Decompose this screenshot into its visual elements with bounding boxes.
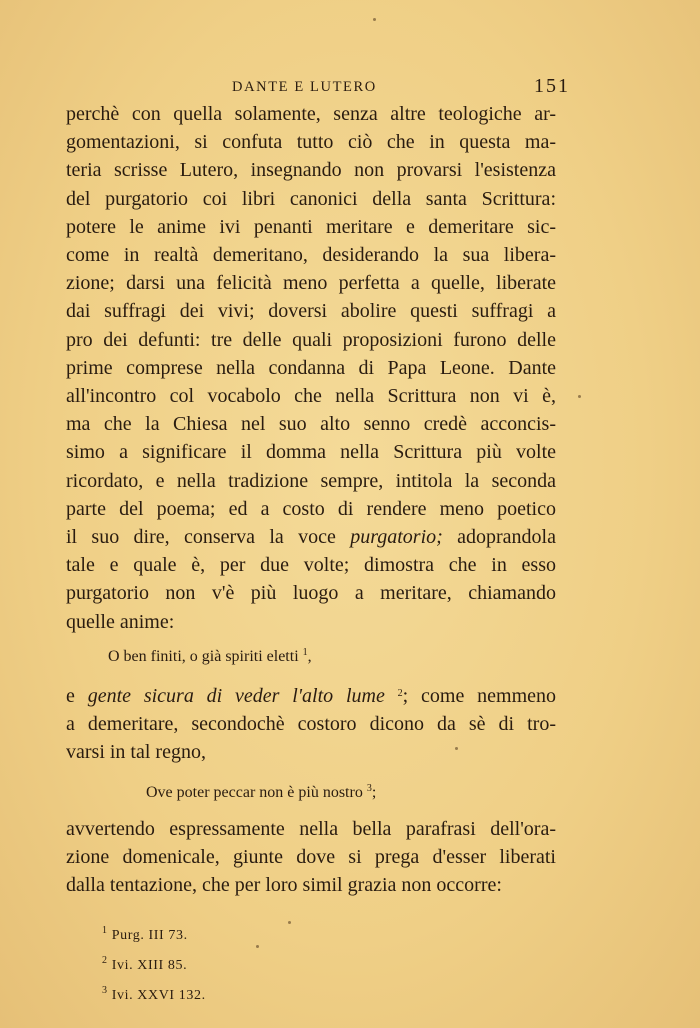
text-line: purgatorio non v'è più luogo a meritare, chiamando bbox=[66, 582, 556, 605]
punctuation: ; bbox=[371, 784, 377, 801]
footnote bbox=[102, 948, 206, 978]
text-line: ricordato, e nella tradizione sempre, intitola la seconda bbox=[66, 469, 556, 492]
text-line: zione; darsi una felicità meno perfetta a quelle, liberate bbox=[66, 272, 556, 295]
paper-speck bbox=[256, 945, 259, 948]
text-line: zione domenicale, giunte dove si prega d'esser liberati bbox=[66, 846, 556, 869]
verse-quote-2 bbox=[146, 779, 376, 803]
verse-text: Ove poter peccar non è più nostro bbox=[146, 784, 363, 801]
text-line: potere le anime ivi penanti meritare e demeritare sic- bbox=[66, 215, 556, 238]
footnote-ref: 2 bbox=[397, 688, 403, 699]
paragraph-3 bbox=[66, 815, 556, 900]
footnote bbox=[102, 918, 206, 948]
paragraph-1 bbox=[66, 100, 556, 636]
paper-speck bbox=[373, 18, 376, 21]
text-line: all'incontro col vocabolo che nella Scrittura non vi è, bbox=[66, 385, 556, 408]
text-line: gomentazioni, si confuta tutto ciò che in questa ma- bbox=[66, 131, 556, 154]
italic-quote: gente sicura di veder l'alto lume bbox=[87, 685, 385, 707]
text-line: varsi in tal regno, bbox=[66, 741, 206, 764]
page-number: 151 bbox=[534, 75, 570, 97]
footnote-ref: 3 bbox=[366, 783, 372, 794]
text-line: teria scrisse Lutero, insegnando non provarsi l'esistenza bbox=[66, 159, 556, 182]
text-segment: e bbox=[66, 685, 75, 707]
italic-term: purgatorio; bbox=[350, 526, 443, 549]
verse-text: O ben finiti, o già spiriti eletti bbox=[108, 648, 299, 665]
footnotes bbox=[102, 918, 206, 1008]
text-line: prime comprese nella condanna di Papa Leone. Dante bbox=[66, 356, 556, 379]
text-line: simo a significare il domma nella Scrittura più volte bbox=[66, 441, 556, 464]
text-line: avvertendo espressamente nella bella parafrasi dell'ora- bbox=[66, 818, 556, 840]
verse-quote-1 bbox=[108, 643, 312, 667]
footnote-number: 3 bbox=[102, 985, 108, 996]
footnote bbox=[102, 978, 206, 1008]
footnote-ref: 1 bbox=[302, 647, 308, 658]
text-segment: ; come nemmeno bbox=[402, 685, 557, 707]
paper-speck bbox=[288, 921, 291, 924]
footnote-number: 1 bbox=[102, 925, 108, 936]
footnote-text: Ivi. XIII 85. bbox=[111, 958, 188, 973]
running-title: DANTE E LUTERO bbox=[232, 79, 377, 95]
text-line: tale e quale è, per due volte; dimostra che in esso bbox=[66, 554, 556, 577]
text-line: parte del poema; ed a costo di rendere meno poetico bbox=[66, 497, 556, 520]
footnote-text: Ivi. XXVI 132. bbox=[111, 988, 206, 1003]
text-line: del purgatorio coi libri canonici della santa Scrittura: bbox=[66, 187, 556, 210]
page-header bbox=[100, 75, 570, 99]
text-segment: il suo dire, conserva la voce bbox=[66, 526, 336, 549]
text-line: dalla tentazione, che per loro simil grazia non occorre: bbox=[66, 874, 502, 897]
text-line: quelle anime: bbox=[66, 610, 175, 633]
text-line-with-italic bbox=[66, 523, 556, 551]
text-line: ma che la Chiesa nel suo alto senno credè acconcis- bbox=[66, 413, 556, 436]
text-line: pro dei defunti: tre delle quali proposizioni furono delle bbox=[66, 328, 556, 351]
footnote-number: 2 bbox=[102, 955, 108, 966]
text-line: dai suffragi dei vivi; doversi abolire questi suffragi a bbox=[66, 300, 556, 323]
paper-speck bbox=[578, 395, 581, 398]
text-line: perchè con quella solamente, senza altre teologiche ar- bbox=[66, 103, 556, 125]
paper-speck bbox=[455, 747, 458, 750]
punctuation: , bbox=[307, 648, 312, 665]
text-line-with-italic bbox=[66, 680, 556, 710]
text-segment: adoprandola bbox=[457, 526, 556, 549]
text-line: come in realtà demeritano, desiderando la sua libera- bbox=[66, 244, 556, 267]
footnote-text: Purg. III 73. bbox=[111, 928, 188, 943]
text-line: a demeritare, secondochè costoro dicono da sè di tro- bbox=[66, 713, 556, 736]
paragraph-2 bbox=[66, 680, 556, 767]
